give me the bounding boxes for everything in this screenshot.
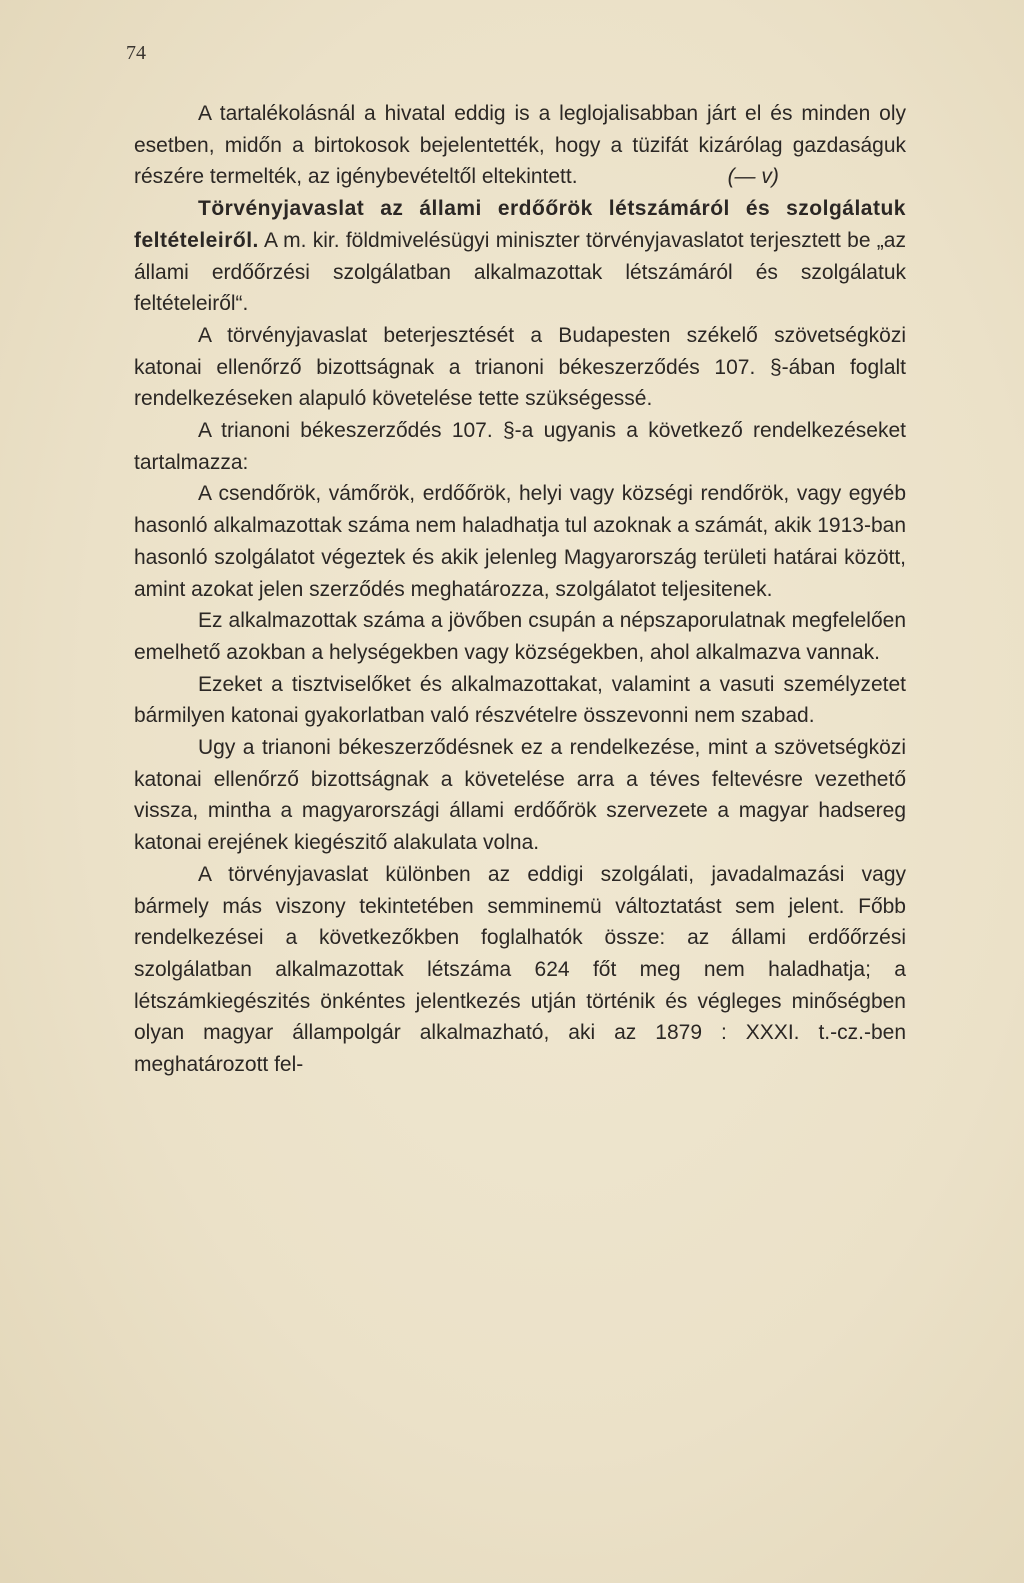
paragraph-forest-reserve: [134, 98, 906, 193]
paragraph-text: A m. kir. földmivelésügyi miniszter törvényjavaslatot terjesztett be „az állami erdőőrzési szolgálatban alkalmazottak létszámáról és szolgálatuk feltételeiről“.: [134, 228, 906, 316]
paragraph-text: A trianoni békeszerződés 107. §-a ugyanis a következő rendelkezéseket tartalmazza:: [134, 419, 906, 474]
paragraph-text: Ezeket a tisztviselőket és alkalmazottakat, valamint a vasuti személyzetet bármilyen katonai gyakorlatban való részvételre összevonni nem szabad.: [134, 672, 906, 728]
paragraph-text: Ez alkalmazottak száma a jövőben csupán a népszaporulatnak megfelelően emelhető azokban a helységekben vagy községekben, ahol alkalmazva vannak.: [134, 609, 906, 664]
body-text: [134, 98, 906, 1081]
paragraph-treaty-107: [134, 415, 906, 478]
author-signature: (— v): [727, 165, 779, 189]
paragraph-quoted-provision-2: [134, 605, 906, 668]
paragraph-misconception: [134, 732, 906, 859]
section-heading: Törvényjavaslat az állami erdőőrök létszámáról és szolgálatuk feltételeiről.: [134, 197, 906, 252]
paragraph-text: A tartalékolásnál a hivatal eddig is a leglojalisabban járt el és minden oly esetben, midőn a birtokosok bejelentették, hogy a tüzifát kizárólag gazdaságuk részére termelték, az igénybevételtől eltekintett.: [134, 102, 906, 189]
paragraph-text: A csendőrök, vámőrök, erdőőrök, helyi vagy községi rendőrök, vagy egyéb hasonló alkalmazottak száma nem haladhatja tul azoknak a számát, akik 1913-ban hasonló szolgálatot végeztek és akik jelenleg Magyarország területi határai között, amint azokat jelen szerződés meghatározza, szolgálatot teljesitenek.: [134, 482, 906, 601]
paragraph-submission: [134, 320, 906, 415]
paragraph-quoted-provision-3: [134, 669, 906, 732]
paragraph-text: Ugy a trianoni békeszerződésnek ez a rendelkezése, mint a szövetségközi katonai ellenőrző bizottságnak a követelése arra a téves feltevésre vezethető vissza, mintha a magyarországi állami erdőőrök szervezete a magyar hadsereg katonai erejének kiegészitő alakulata volna.: [134, 736, 906, 855]
paragraph-quoted-provision-1: [134, 478, 906, 605]
paragraph-text: A törvényjavaslat beterjesztését a Budapesten székelő szövetségközi katonai ellenőrző bizottságnak a trianoni békeszerződés 107. §-ában foglalt rendelkezéseken alapuló követelése tette szükségessé.: [134, 323, 906, 411]
page-number: 74: [126, 42, 146, 64]
paragraph-main-provisions: [134, 859, 906, 1081]
paragraph-text: A törvényjavaslat különben az eddigi szolgálati, javadalmazási vagy bármely más viszony tekintetében semminemü változtatást sem jelent. Főbb rendelkezései a következőkben foglalhatók össze: az állami erdőőrzési szolgálatban alkalmazottak létszáma 624 főt meg nem haladhatja; a létszámkiegészités önkéntes jelentkezés utján történik és végleges minőségben olyan magyar állampolgár alkalmazható, aki az 1879 : XXXI. t.-cz.-ben meghatározott fel-: [134, 862, 906, 1077]
paragraph-bill-heading: [134, 193, 906, 320]
